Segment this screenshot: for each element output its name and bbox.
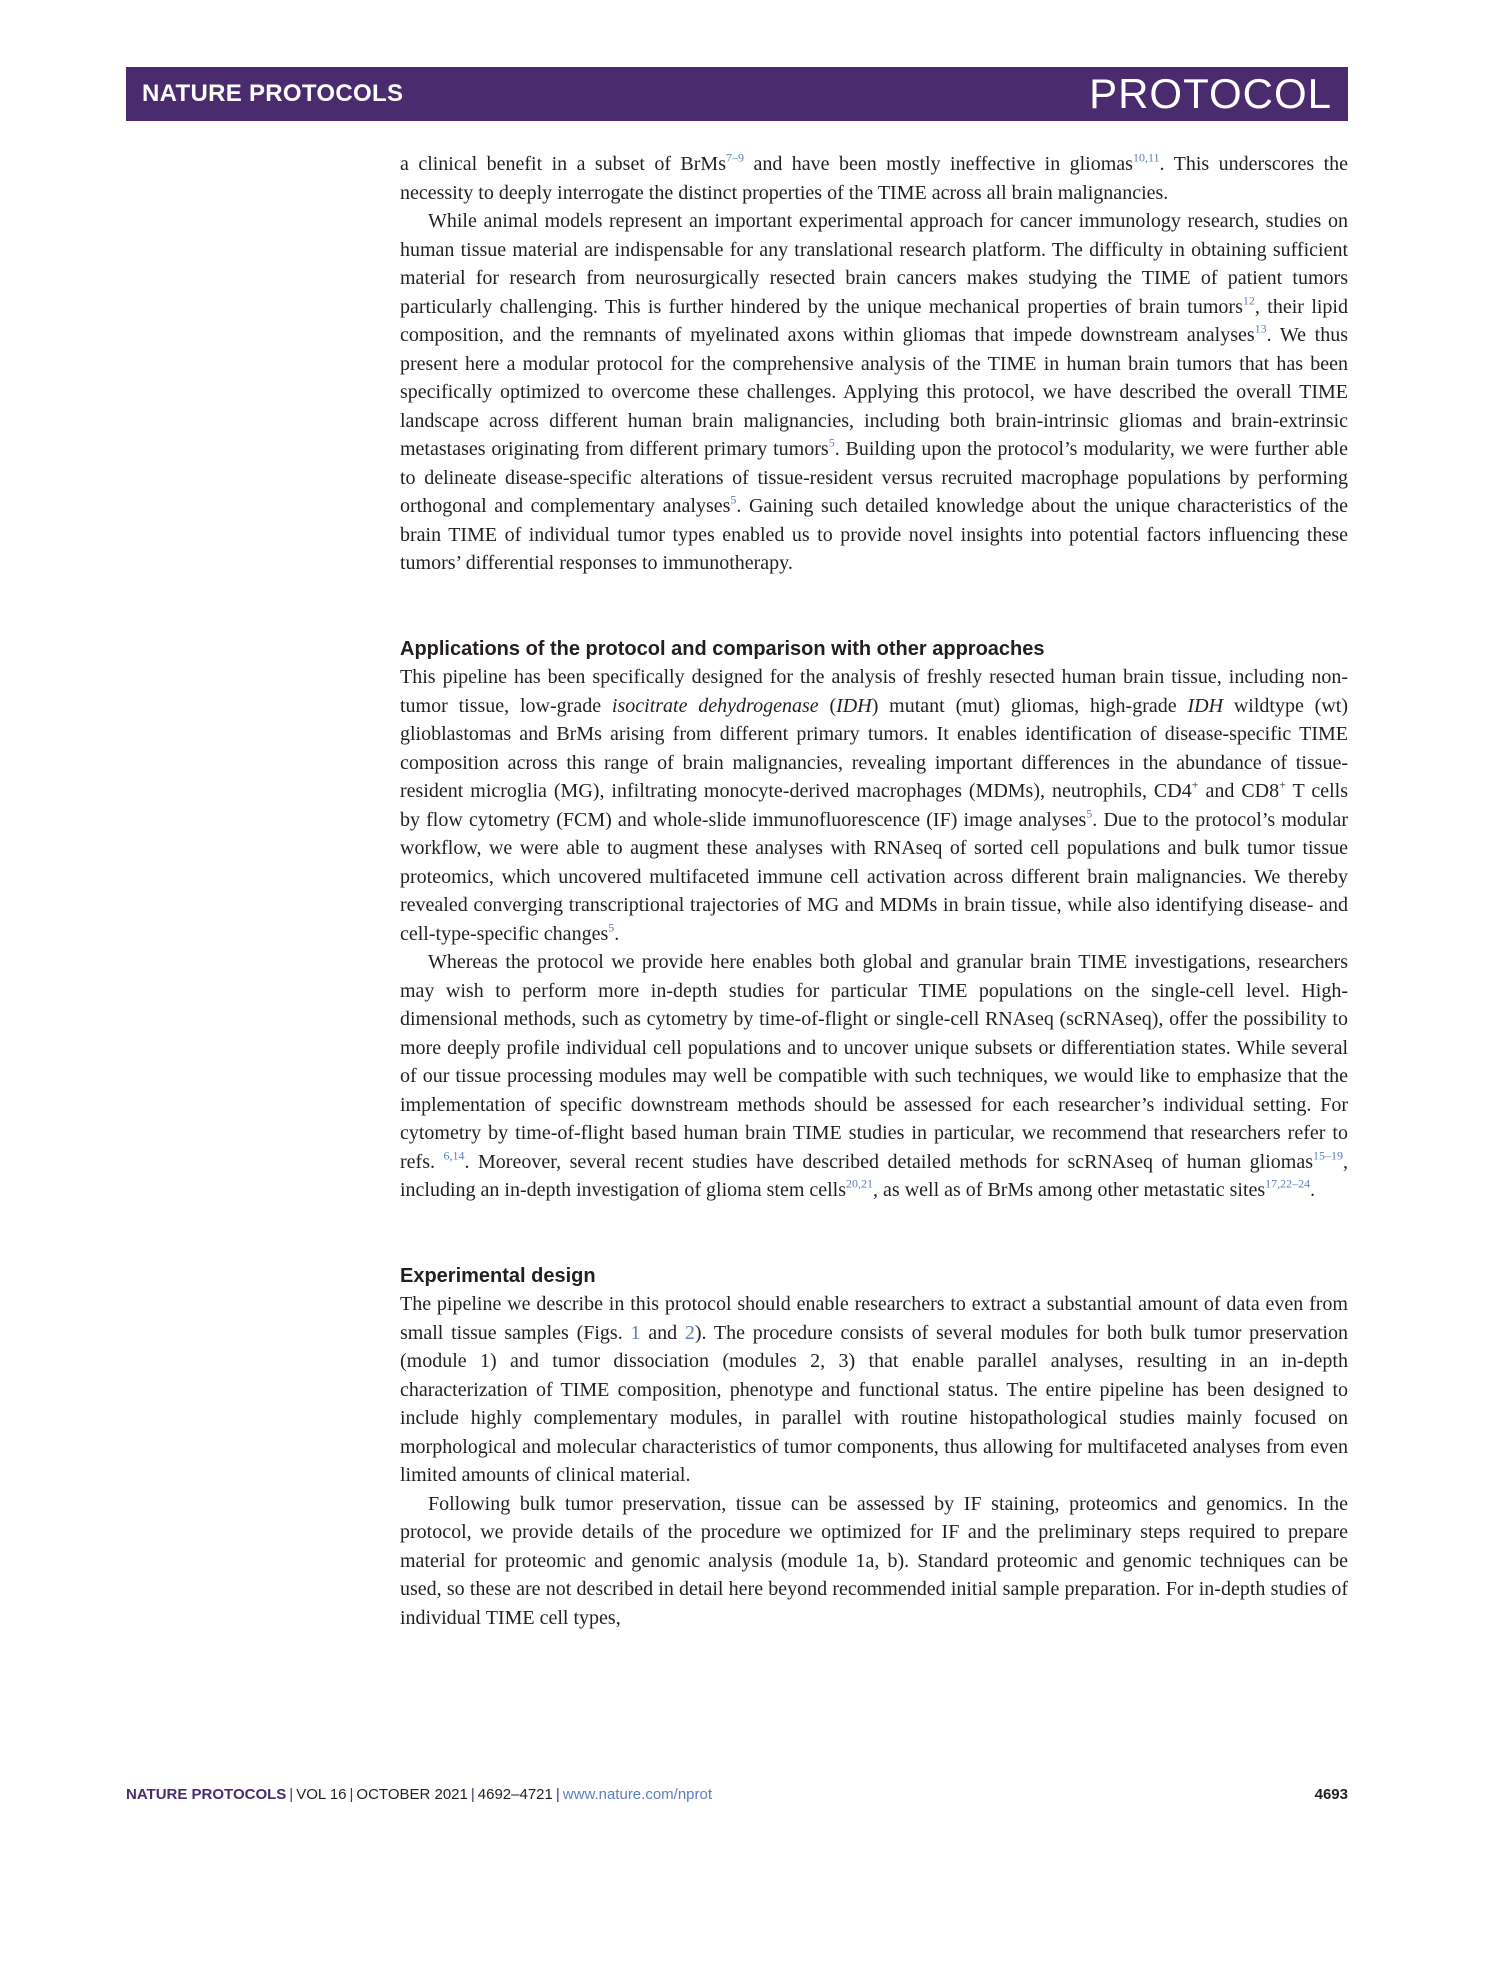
citation[interactable]: 17,22–24 — [1265, 1176, 1311, 1191]
journal-url-link[interactable]: www.nature.com/nprot — [562, 1786, 713, 1803]
article-type: PROTOCOL — [1089, 70, 1332, 117]
citation[interactable]: 5 — [1086, 806, 1093, 821]
citation[interactable]: 7–9 — [726, 150, 745, 165]
paragraph: a clinical benefit in a subset of BrMs$^{7-9}$ and have been mostly ineffective in gliomas$^{10,11}$. This underscores the necessity to deeply interrogate the distinct properties of the TIME across all brain malignancies. — [400, 150, 1348, 204]
citation[interactable]: 6,14 — [443, 1148, 465, 1163]
paragraph: This pipeline has been specifically designed for the analysis of freshly resected human brain tissue, including non-tumor tissue, low-grade isocitrate dehydrogenase (IDH) mutant (mut) gliomas, high-grade IDH wildtype (wt) glioblastomas and BrMs arising from different primary tumors. It enables identification of disease-specific TIME composition across this range of brain malignancies, revealing important differences in the abundance of tissue-resident microglia (MG), infiltrating monocyte-derived macrophages (MDMs), neutrophils, CD4+ and CD8+ T cells by flow cytometry (FCM) and whole-slide immunofluorescence (IF) image analyses$^5$. Due to the protocol’s modular workflow, we were able to augment these analyses with RNAseq of sorted cell populations and bulk tumor tissue proteomics, which uncovered multifaceted immune cell activation across different brain malignancies. We thereby revealed converging transcriptional trajectories of MG and MDMs in brain tissue, while also identifying disease- and cell-type-specific changes$^5$. — [400, 666, 1349, 945]
journal-name: NATURE PROTOCOLS — [142, 80, 404, 107]
citation[interactable]: 12 — [1242, 293, 1255, 308]
section-heading-experimental-design: Experimental design — [400, 1264, 596, 1287]
citation[interactable]: 5 — [608, 920, 615, 935]
figure-link[interactable]: 2 — [684, 1321, 695, 1344]
citation[interactable]: 20,21 — [846, 1176, 874, 1191]
citation[interactable]: 13 — [1254, 321, 1267, 336]
page-footer — [126, 1786, 1348, 1803]
paragraph: Whereas the protocol we provide here enables both global and granular brain TIME investigations, researchers may wish to perform more in-depth studies for particular TIME populations on the single-cell level. High-dimensional methods, such as cytometry by time-of-flight or single-cell RNAseq (scRNAseq), offer the possibility to more deeply profile individual cell populations and to uncover unique subsets or differentiation states. While several of our tissue processing modules may well be compatible with such techniques, we would like to emphasize that the implementation of specific downstream methods should be assessed for each researcher’s individual setting. For cytometry by time-of-flight based human brain TIME studies in particular, we recommend that researchers refer to refs. $^{6,14}$. Moreover, several recent studies have described detailed methods for scRNAseq of human gliomas$^{15-19}$, including an in-depth investigation of glioma stem cells$^{20,21}$, as well as of BrMs among other metastatic sites$^{17,22-24}$. — [400, 951, 1349, 1201]
figure-link[interactable]: 1 — [630, 1321, 641, 1344]
paragraph: The pipeline we describe in this protocol should enable researchers to extract a substantial amount of data even from small tissue samples (Figs. 1 and 2). The procedure consists of several modules for both bulk tumor preservation (module 1) and tumor dissociation (modules 2, 3) that enable parallel analyses, resulting in an in-depth characterization of TIME composition, phenotype and functional status. The entire pipeline has been designed to include highly complementary modules, in parallel with routine histopathological studies mainly focused on morphological and molecular characteristics of tumor components, thus allowing for multifaceted analyses from even limited amounts of clinical material. — [400, 1293, 1348, 1486]
journal-header — [126, 67, 1348, 121]
citation[interactable]: 5 — [730, 492, 737, 507]
paragraph: While animal models represent an important experimental approach for cancer immunology research, studies on human tissue material are indispensable for any translational research platform. The difficulty in obtaining sufficient material for research from neurosurgically resected brain cancers makes studying the TIME of patient tumors particularly challenging. This is further hindered by the unique mechanical properties of brain tumors$^{12}$, their lipid composition, and the remnants of myelinated axons within gliomas that impede downstream analyses$^{13}$. We thus present here a modular protocol for the comprehensive analysis of the TIME in human brain tumors that has been specifically optimized to overcome these challenges. Applying this protocol, we have described the overall TIME landscape across different human brain malignancies, including both brain-intrinsic gliomas and brain-extrinsic metastases originating from different primary tumors$^5$. Building upon the protocol’s modularity, we were further able to delineate disease-specific alterations of tissue-resident versus recruited macrophage populations by performing orthogonal and complementary analyses$^5$. Gaining such detailed knowledge about the unique characteristics of the brain TIME of individual tumor types enabled us to provide novel insights into potential factors influencing these tumors’ differential responses to immunotherapy. — [400, 210, 1348, 574]
paragraph: Following bulk tumor preservation, tissue can be assessed by IF staining, proteomics and genomics. In the protocol, we provide details of the procedure we optimized for IF and the preliminary steps required to prepare material for proteomic and genomic analysis (module 1a, b). Standard proteomic and genomic techniques can be used, so these are not described in detail here beyond recommended initial sample preparation. For in-depth studies of individual TIME cell types, — [400, 1492, 1348, 1629]
section-heading-applications: Applications of the protocol and comparison with other approaches — [400, 637, 1045, 660]
citation[interactable]: 5 — [828, 435, 835, 450]
footer-citation: NATURE PROTOCOLS | VOL 16 | OCTOBER 2021 | 4692–4721 | www.nature.com/nprot — [126, 1786, 713, 1803]
citation[interactable]: 10,11 — [1132, 150, 1160, 165]
page-number: 4693 — [1314, 1786, 1348, 1803]
article-body — [400, 150, 1348, 1632]
citation[interactable]: 15–19 — [1313, 1148, 1344, 1163]
